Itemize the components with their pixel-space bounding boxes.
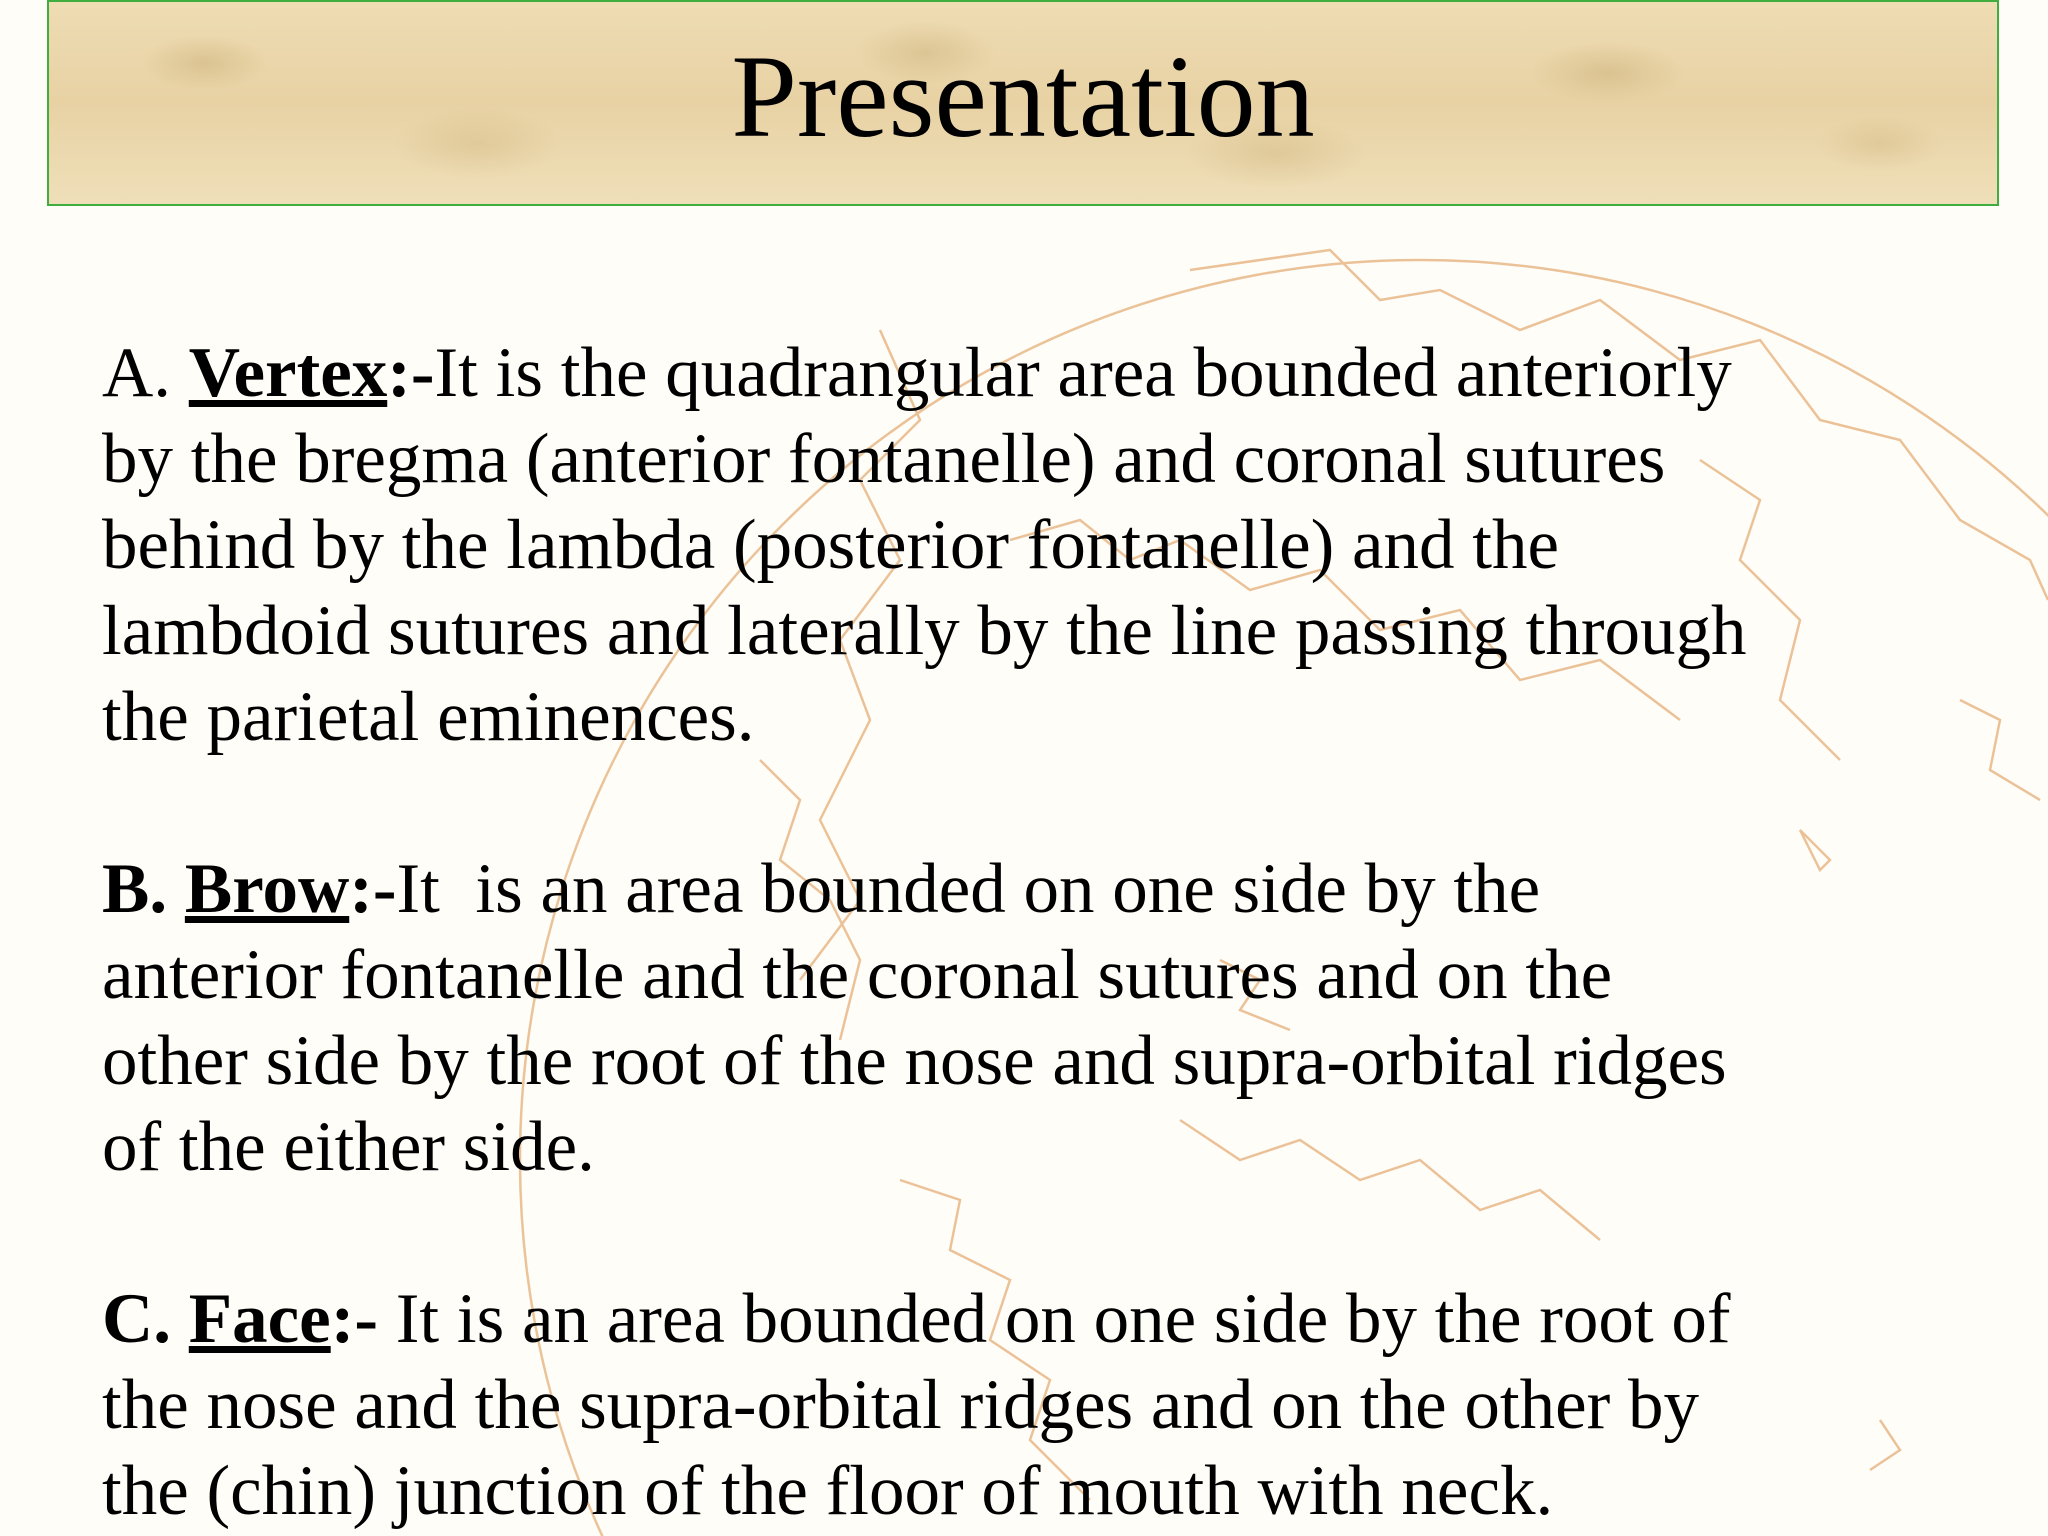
section-line: other side by the root of the nose and supra-orbital ridges [102, 1022, 1727, 1100]
section-separator: :- [330, 1280, 396, 1358]
section-line: It is an area bounded on one side by the [396, 850, 1541, 928]
section-line: It is the quadrangular area bounded anteriorly [434, 334, 1732, 412]
section-line: behind by the lambda (posterior fontanelle) and the [102, 506, 1559, 584]
section-face [102, 1276, 2002, 1534]
section-line: of the either side. [102, 1108, 595, 1186]
section-term: Face [188, 1280, 331, 1358]
section-prefix: A. [102, 334, 189, 412]
section-term: Brow [184, 850, 350, 928]
section-term: Vertex [188, 334, 388, 412]
section-line: anterior fontanelle and the coronal sutures and on the [102, 936, 1613, 1014]
section-vertex [102, 330, 2002, 760]
section-separator: :- [349, 850, 397, 928]
section-line: the nose and the supra-orbital ridges and on the other by [102, 1366, 1700, 1444]
content-body [102, 330, 2002, 1534]
section-prefix: B. [102, 850, 185, 928]
title-banner [47, 0, 1999, 206]
section-line: lambdoid sutures and laterally by the line passing through [102, 592, 1747, 670]
section-brow [102, 846, 2002, 1190]
section-line: the (chin) junction of the floor of mouth with neck. [102, 1452, 1554, 1530]
section-separator: :- [387, 334, 435, 412]
section-line: the parietal eminences. [102, 678, 755, 756]
section-line: by the bregma (anterior fontanelle) and coronal sutures [102, 420, 1666, 498]
page-title: Presentation [731, 31, 1315, 162]
section-line: It is an area bounded on one side by the root of [395, 1280, 1731, 1358]
section-prefix: C. [102, 1280, 189, 1358]
